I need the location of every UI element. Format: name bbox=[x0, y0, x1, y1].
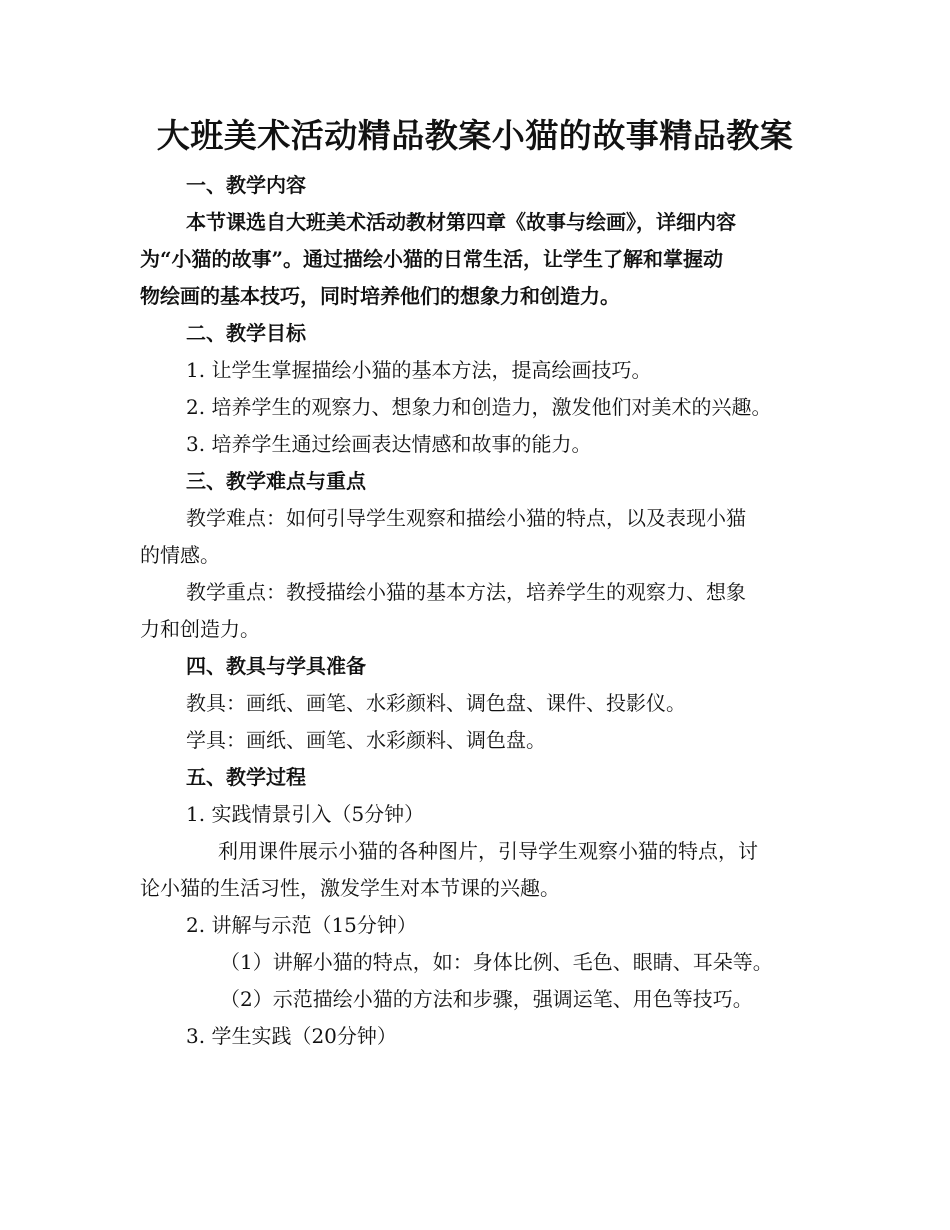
section-heading: 五、教学过程 bbox=[186, 765, 306, 789]
list-item: 3. 培养学生通过绘画表达情感和故事的能力。 bbox=[186, 432, 592, 456]
section-heading: 三、教学难点与重点 bbox=[186, 469, 366, 493]
page-title: 大班美术活动精品教案小猫的故事精品教案 bbox=[156, 116, 794, 155]
section-heading: 二、教学目标 bbox=[186, 321, 306, 345]
paragraph-line: 教学难点：如何引导学生观察和描绘小猫的特点，以及表现小猫 bbox=[186, 506, 746, 530]
paragraph-line: 教具：画纸、画笔、水彩颜料、调色盘、课件、投影仪。 bbox=[186, 691, 686, 715]
paragraph-line: 教学重点：教授描绘小猫的基本方法，培养学生的观察力、想象 bbox=[186, 580, 746, 604]
list-item: 2. 培养学生的观察力、想象力和创造力，激发他们对美术的兴趣。 bbox=[186, 395, 772, 419]
paragraph-line: 本节课选自大班美术活动教材第四章《故事与绘画》，详细内容 bbox=[186, 210, 736, 234]
list-item: 3. 学生实践（20分钟） bbox=[186, 1024, 397, 1048]
paragraph-line: 利用课件展示小猫的各种图片，引导学生观察小猫的特点，讨 bbox=[218, 839, 758, 863]
list-item: 1. 让学生掌握描绘小猫的基本方法，提高绘画技巧。 bbox=[186, 358, 652, 382]
section-heading: 一、教学内容 bbox=[186, 173, 306, 197]
paragraph-line: 的情感。 bbox=[140, 543, 220, 567]
list-item: （1）讲解小猫的特点，如：身体比例、毛色、眼睛、耳朵等。 bbox=[220, 950, 773, 974]
section-heading: 四、教具与学具准备 bbox=[186, 654, 366, 678]
paragraph-line: 物绘画的基本技巧，同时培养他们的想象力和创造力。 bbox=[140, 284, 620, 308]
paragraph-line: 为“小猫的故事”。通过描绘小猫的日常生活，让学生了解和掌握动 bbox=[140, 247, 724, 271]
list-item: 2. 讲解与示范（15分钟） bbox=[186, 913, 417, 937]
paragraph-line: 论小猫的生活习性，激发学生对本节课的兴趣。 bbox=[140, 876, 560, 900]
list-item: 1. 实践情景引入（5分钟） bbox=[186, 802, 425, 826]
paragraph-line: 力和创造力。 bbox=[140, 617, 260, 641]
paragraph-line: 学具：画纸、画笔、水彩颜料、调色盘。 bbox=[186, 728, 546, 752]
list-item: （2）示范描绘小猫的方法和步骤，强调运笔、用色等技巧。 bbox=[220, 987, 753, 1011]
